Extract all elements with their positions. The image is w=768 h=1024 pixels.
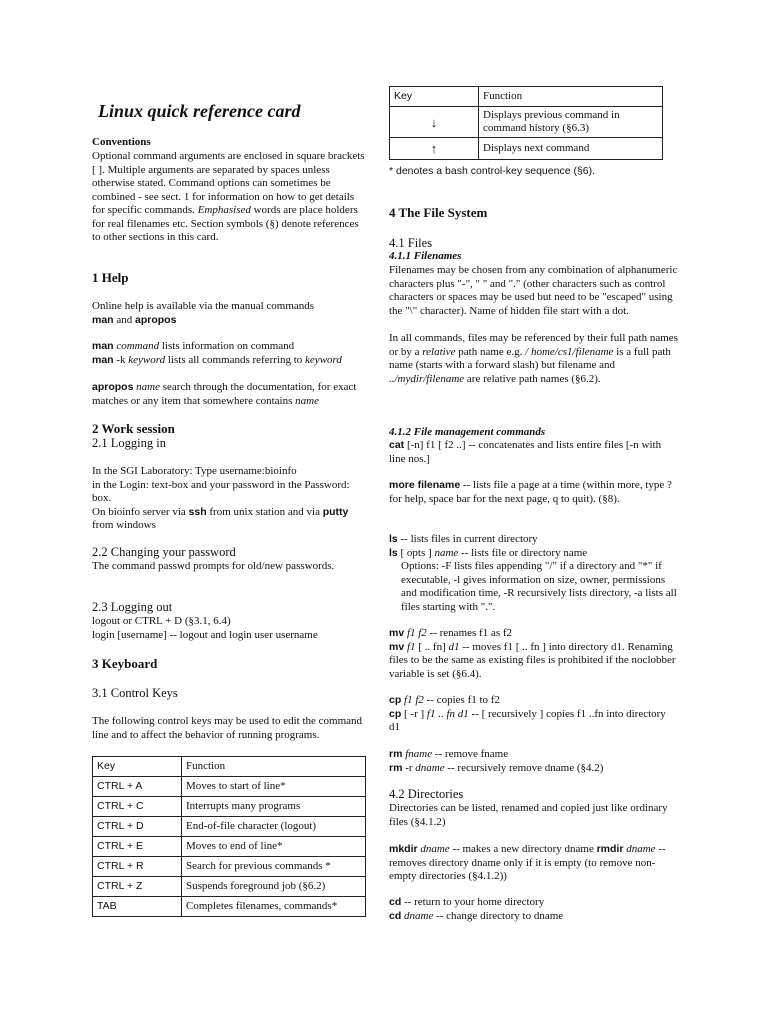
key-cell: CTRL + D bbox=[93, 817, 182, 837]
cd1-text: -- return to your home directory bbox=[401, 896, 545, 908]
function-cell: Interrupts many programs bbox=[182, 797, 366, 817]
files-heading: 4.1 Files bbox=[389, 236, 433, 250]
path-p2a: In all commands, files may be referenced by their full path names or by a bbox=[389, 332, 678, 358]
login-p3e: from windows bbox=[92, 519, 156, 531]
help-l3-arg: name bbox=[133, 381, 160, 393]
cp2-arg: f1 .. fn d1 bbox=[426, 707, 469, 720]
function-cell: Moves to end of line* bbox=[182, 837, 366, 857]
help-l1-arg: command bbox=[113, 340, 160, 352]
cd2-text: -- change directory to dname bbox=[433, 909, 564, 922]
rm1-arg: fname bbox=[402, 748, 433, 760]
conventions-text-3: words are place holders for real filenames etc. Section symbols (§) denote references to other sections in this card. bbox=[92, 204, 359, 243]
help-l3-text: search through the documentation, for exact matches or any item that somewhere contains bbox=[92, 381, 357, 407]
control-key-note: * denotes a bash control-key sequence (§6). bbox=[389, 165, 596, 177]
ls2-text2: -- lists file or directory name bbox=[458, 546, 588, 559]
logout-p5: logout or CTRL + D (§3.1, 6.4) bbox=[92, 615, 231, 627]
help-l2-arg2: keyword bbox=[305, 354, 342, 366]
more-entry bbox=[389, 479, 679, 506]
path-relative: relative bbox=[422, 345, 456, 358]
mv2-text2: -- moves f1 [ .. fn ] into directory d1. Renaming files to be the same as existing files is prohibited if the noclobber variable is set (§6.4). bbox=[389, 640, 676, 680]
help-l2-cmd: man bbox=[92, 354, 114, 366]
function-cell: Suspends foreground job (§6.2) bbox=[182, 877, 366, 897]
table-row bbox=[93, 777, 366, 797]
mv1-arg: f1 f2 bbox=[404, 627, 427, 639]
table-cell: Displays previous command in command history (§6.3) bbox=[479, 107, 663, 138]
rm2-cmd: rm bbox=[389, 761, 403, 774]
filenames-text: Filenames may be chosen from any combination of alphanumeric characters plus "-", " " and "." (other characters such as control characters or spaces may be used but need to be "escaped" using the "\" character). Name of hidden file start with a dot. bbox=[389, 264, 678, 317]
logging-out-heading: 2.3 Logging out bbox=[92, 600, 173, 614]
mkdir-cmd: mkdir bbox=[389, 843, 418, 855]
path-names-text bbox=[389, 332, 679, 386]
cat-text: [-n] f1 [ f2 ..] -- concatenates and lists entire files [-n with line nos.] bbox=[389, 439, 662, 465]
function-cell: End-of-file character (logout) bbox=[182, 817, 366, 837]
key-cell: CTRL + E bbox=[93, 837, 182, 857]
function-cell: Search for previous commands * bbox=[182, 857, 366, 877]
logout-p6: login [username] -- logout and login user username bbox=[92, 628, 318, 641]
keyboard-heading: 3 Keyboard bbox=[92, 656, 158, 671]
path-p2g: are relative path names (§6.2). bbox=[464, 372, 601, 385]
filenames-heading: 4.1.1 Filenames bbox=[389, 250, 462, 262]
ls-options: Options: -F lists files appending "/" if a directory and "*" if executable, -l gives information on size, owner, permissions and modification time, -R recursively lists directory, -a lists all files starting with ".". bbox=[401, 560, 677, 613]
table-row bbox=[93, 797, 366, 817]
arrow-table-header-row bbox=[390, 87, 663, 107]
rmdir-arg: dname bbox=[626, 843, 656, 855]
table-cell: Displays next command bbox=[479, 138, 663, 160]
path-full-example: / home/cs1/filename bbox=[525, 345, 614, 358]
page-title: Linux quick reference card bbox=[98, 101, 301, 121]
function-cell: Moves to start of line* bbox=[182, 777, 366, 797]
cp-entry bbox=[389, 694, 679, 735]
cd2-arg: dname bbox=[401, 909, 434, 922]
help-l2-text: lists all commands referring to bbox=[165, 354, 306, 366]
file-management-heading: 4.1.2 File management commands bbox=[389, 426, 546, 438]
cp2-text: [ -r ] bbox=[401, 707, 427, 720]
rmdir-cmd: rmdir bbox=[596, 843, 624, 855]
rm-entry bbox=[389, 748, 679, 775]
conventions-heading: Conventions bbox=[92, 136, 151, 148]
help-l2-arg: keyword bbox=[128, 354, 166, 366]
cp1-arg: f1 f2 bbox=[401, 694, 424, 706]
work-session-heading: 2 Work session bbox=[92, 421, 175, 436]
cp2-cmd: cp bbox=[389, 707, 402, 720]
path-relative-example: ../mydir/filename bbox=[389, 372, 465, 385]
mkdir-arg: dname bbox=[417, 843, 450, 855]
help-heading: 1 Help bbox=[92, 270, 129, 285]
table-row bbox=[93, 857, 366, 877]
key-cell: CTRL + A bbox=[93, 777, 182, 797]
change-password-text: The command passwd prompts for old/new passwords. bbox=[92, 560, 335, 572]
table-row bbox=[93, 837, 366, 857]
logging-in-heading: 2.1 Logging in bbox=[92, 436, 166, 450]
help-l3-cmd: apropos bbox=[92, 381, 134, 393]
cp1-text: -- copies f1 to f2 bbox=[423, 694, 500, 706]
rm1-cmd: rm bbox=[389, 748, 403, 760]
conventions-text bbox=[92, 150, 368, 245]
cp2-text2: -- [ recursively ] copies f1 ..fn into directory d1 bbox=[389, 707, 666, 733]
table-row bbox=[390, 107, 663, 138]
help-apropos: apropos bbox=[134, 313, 177, 326]
cd2-cmd: cd bbox=[389, 909, 402, 922]
help-l2-opt: -k bbox=[113, 354, 129, 366]
directories-text: Directories can be listed, renamed and copied just like ordinary files (§4.1.2) bbox=[389, 802, 668, 828]
rm2-text2: -- recursively remove dname (§4.2) bbox=[444, 761, 604, 774]
table-row bbox=[390, 138, 663, 160]
help-man-k bbox=[92, 354, 368, 368]
table-row bbox=[93, 817, 366, 837]
key-cell: CTRL + Z bbox=[93, 877, 182, 897]
login-putty: putty bbox=[322, 505, 349, 518]
control-keys-header-row bbox=[93, 757, 366, 777]
login-p1: In the SGI Laboratory: Type username:bioinfo bbox=[92, 465, 297, 477]
mv1-text: -- renames f1 as f2 bbox=[426, 627, 513, 639]
file-system-heading: 4 The File System bbox=[389, 205, 488, 220]
mkdir-entry bbox=[389, 843, 679, 884]
cat-cmd: cat bbox=[389, 439, 405, 451]
control-keys-tbody bbox=[93, 757, 366, 917]
arrow-header-function: Function bbox=[479, 87, 663, 107]
key-cell: CTRL + R bbox=[93, 857, 182, 877]
rm1-text: -- remove fname bbox=[432, 748, 509, 760]
table-header-key: Key bbox=[93, 757, 182, 777]
cp1-cmd: cp bbox=[389, 694, 402, 706]
cd-entry bbox=[389, 896, 679, 923]
help-l1-text: lists information on command bbox=[159, 340, 295, 352]
login-p2: in the Login: text-box and your password in the Password: box. bbox=[92, 478, 350, 504]
control-keys-intro: The following control keys may be used to edit the command line and to affect the behavior of running programs. bbox=[92, 715, 363, 741]
ls-entry bbox=[389, 533, 679, 560]
ls2-arg: name bbox=[434, 546, 459, 559]
ls2-text: [ opts ] bbox=[397, 546, 435, 559]
mv2-cmd: mv bbox=[389, 640, 405, 653]
mv-entry bbox=[389, 627, 679, 681]
help-man: man bbox=[92, 313, 114, 326]
table-header-function: Function bbox=[182, 757, 366, 777]
rm2-arg: dname bbox=[415, 761, 445, 774]
path-p2c: path name e.g. bbox=[455, 345, 526, 358]
help-intro-text: Online help is available via the manual commands bbox=[92, 300, 315, 312]
login-ssh: ssh bbox=[188, 505, 207, 518]
arrow-up-icon: ↑ bbox=[390, 138, 479, 160]
conventions-text-1: Optional command arguments are enclosed in square brackets [ ]. Multiple arguments are separated by spaces unless otherwise stated. Command options can sometimes be combined - see sect. 1 for information on how to get details for specific commands. bbox=[92, 150, 365, 216]
ls2-cmd: ls bbox=[389, 546, 398, 559]
cd1-cmd: cd bbox=[389, 896, 402, 908]
ls1-cmd: ls bbox=[389, 533, 398, 545]
table-row bbox=[93, 897, 366, 917]
control-keys-heading: 3.1 Control Keys bbox=[92, 686, 178, 700]
mkdir-text: -- makes a new directory dname bbox=[449, 843, 597, 855]
mv2-text: [ .. fn] bbox=[415, 640, 449, 653]
help-man-command bbox=[92, 340, 368, 354]
help-and: and bbox=[113, 313, 135, 326]
mv1-cmd: mv bbox=[389, 627, 405, 639]
conventions-emphasised: Emphasised bbox=[197, 204, 251, 216]
logging-out-text bbox=[92, 615, 368, 642]
login-p3c: from unix station and via bbox=[206, 505, 323, 518]
more-text: -- lists file a page at a time (within more, type ? for help, space bar for the next page, q to quit). (§8). bbox=[389, 479, 672, 505]
arrow-header-key: Key bbox=[390, 87, 479, 107]
logging-in-text bbox=[92, 465, 368, 533]
help-l3-arg2: name bbox=[295, 394, 319, 407]
key-cell: CTRL + C bbox=[93, 797, 182, 817]
change-password-heading: 2.2 Changing your password bbox=[92, 545, 236, 559]
table-row bbox=[93, 877, 366, 897]
more-cmd: more filename bbox=[389, 479, 461, 491]
login-p3a: On bioinfo server via bbox=[92, 505, 189, 518]
ls1-text: -- lists files in current directory bbox=[397, 533, 538, 545]
rmdir-text: -- removes directory dname only if it is empty (to remove non-empty directories (§4.1.2)) bbox=[389, 843, 666, 882]
help-l1-cmd: man bbox=[92, 340, 114, 352]
rm2-text: -r bbox=[402, 761, 416, 774]
mv2-arg: f1 bbox=[404, 640, 416, 653]
control-keys-table bbox=[92, 756, 366, 917]
help-apropos-desc bbox=[92, 381, 368, 408]
help-intro bbox=[92, 300, 368, 327]
arrow-keys-table bbox=[389, 86, 663, 160]
mv2-arg2: d1 bbox=[448, 640, 460, 653]
function-cell: Completes filenames, commands* bbox=[182, 897, 366, 917]
cat-entry bbox=[389, 439, 679, 466]
key-cell: TAB bbox=[93, 897, 182, 917]
arrow-down-icon: ↓ bbox=[390, 107, 479, 138]
path-p2e: is a full path name (starts with a forward slash) but filename and bbox=[389, 345, 671, 371]
directories-heading: 4.2 Directories bbox=[389, 787, 464, 801]
